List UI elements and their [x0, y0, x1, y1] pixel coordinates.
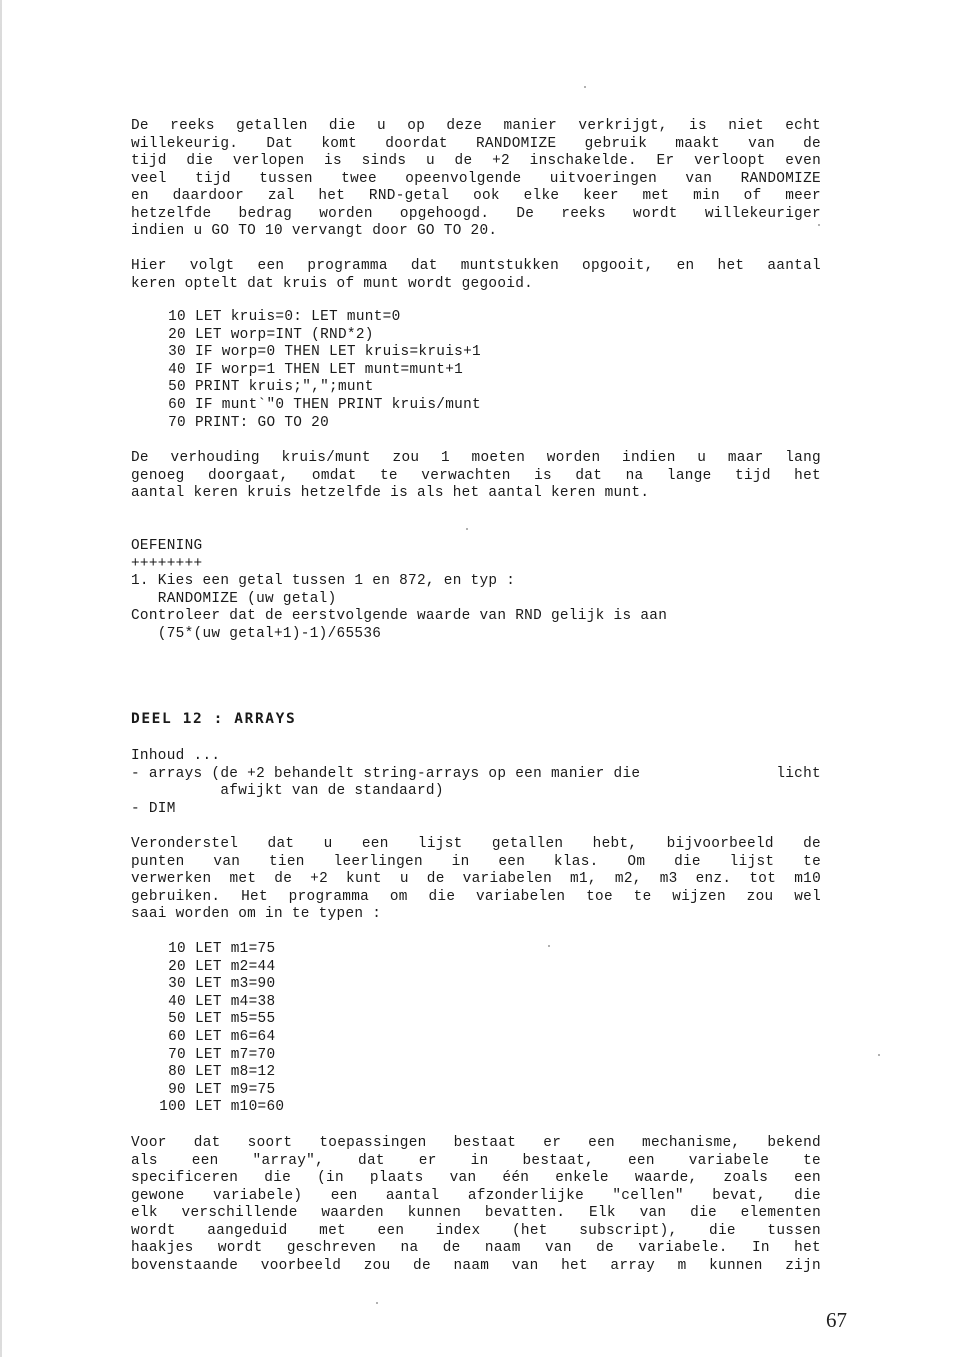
exercise-block	[131, 538, 821, 643]
code-statement: LET m9=75	[195, 1081, 276, 1098]
text-line: willekeurig. Dat komt doordat RANDOMIZE gebruik maakt van de	[131, 135, 821, 152]
code-statement: IF worp=0 THEN LET kruis=kruis+1	[195, 344, 481, 361]
code-line	[150, 309, 481, 327]
exercise-underline: ++++++++	[131, 555, 203, 572]
text-line: keren optelt dat kruis of munt wordt gegooid.	[131, 275, 534, 292]
page-number: 67	[826, 1308, 847, 1332]
text-line: Hier volgt een programma dat muntstukken opgooit, en het aantal	[131, 258, 821, 274]
code-line	[150, 941, 284, 959]
scan-speck	[466, 528, 468, 530]
code-statement: PRINT: GO TO 20	[195, 414, 330, 431]
contents-item	[131, 766, 821, 784]
code-statement: LET m2=44	[195, 958, 276, 975]
contents-list	[131, 748, 821, 818]
scan-speck	[818, 224, 820, 226]
line-number: 100	[159, 1099, 186, 1116]
code-line	[150, 1099, 284, 1117]
line-number: 70	[168, 414, 186, 431]
paragraph-array	[131, 1135, 821, 1275]
code-statement: PRINT kruis;",";munt	[195, 379, 374, 396]
contents-item-text: - arrays (de +2 behandelt string-arrays op een manier die	[131, 765, 641, 782]
text-line: haakjes wordt geschreven na de naam van de variabele. In het	[131, 1240, 821, 1256]
code-statement: LET m3=90	[195, 976, 276, 993]
line-number: 50	[168, 1011, 186, 1028]
text-line: bovenstaande voorbeeld zou de naam van het array m kunnen zijn	[131, 1257, 821, 1274]
text-line: punten van tien leerlingen in een klas. Om die lijst te	[131, 853, 821, 870]
text-line: gebruiken. Het programma om die variabelen toe te wijzen zou wel	[131, 888, 821, 905]
line-number: 10	[168, 941, 186, 957]
line-number: 10	[168, 309, 186, 325]
code-line	[150, 415, 481, 433]
scan-speck	[548, 945, 550, 947]
section-heading: DEEL 12 : ARRAYS	[131, 711, 297, 727]
code-listing-marks	[150, 941, 284, 1117]
code-line	[150, 976, 284, 994]
line-number: 60	[168, 396, 186, 413]
paragraph-program-intro	[131, 258, 821, 293]
line-number: 80	[168, 1064, 186, 1081]
text-line: De verhouding kruis/munt zou 1 moeten worden indien u maar lang	[131, 450, 821, 466]
contents-item-continuation: afwijkt van de standaard)	[131, 783, 444, 799]
line-number: 20	[168, 326, 186, 343]
text-line: elk verschillende waarden kunnen bevatten. Elk van die elementen	[131, 1205, 821, 1221]
exercise-title: OEFENING	[131, 538, 203, 554]
text-line: De reeks getallen die u op deze manier verkrijgt, is niet echt	[131, 118, 821, 134]
line-number: 40	[168, 993, 186, 1010]
contents-item-text-end: licht	[776, 765, 821, 782]
text-line: verwerken met de +2 kunt u de variabelen m1, m2, m3 enz. tot m10	[131, 871, 821, 887]
paragraph-randomize	[131, 118, 821, 241]
text-line: veel tijd tussen twee opeenvolgende uitvoeringen van RANDOMIZE	[131, 170, 821, 187]
code-statement: LET m8=12	[195, 1064, 276, 1081]
exercise-line: RANDOMIZE (uw getal)	[131, 590, 337, 607]
code-line	[150, 959, 284, 977]
code-line	[150, 1029, 284, 1047]
text-line: wordt aangeduid met een index (het subscript), die tussen	[131, 1222, 821, 1239]
text-line: specificeren die (in plaats van één enkele waarde, zoals een	[131, 1170, 821, 1186]
text-line: hetzelfde bedrag worden opgehoogd. De reeks wordt willekeuriger	[131, 205, 821, 222]
line-number: 40	[168, 361, 186, 378]
code-line	[150, 379, 481, 397]
text-line: gewone variabele) een aantal afzonderlijke "cellen" bevat, die	[131, 1187, 821, 1204]
text-line: saai worden om in te typen :	[131, 906, 382, 922]
line-number: 20	[168, 958, 186, 975]
text-line: tijd die verlopen is sinds u de +2 inschakelde. Er verloopt even	[131, 153, 821, 169]
text-line: als een "array", dat er in bestaat, een variabele te	[131, 1152, 821, 1169]
code-line	[150, 344, 481, 362]
code-line	[150, 397, 481, 415]
exercise-line: (75*(uw getal+1)-1)/65536	[131, 625, 382, 642]
text-line: Voor dat soort toepassingen bestaat er een mechanisme, bekend	[131, 1135, 821, 1151]
code-statement: LET m4=38	[195, 993, 276, 1010]
scan-speck	[878, 1054, 880, 1056]
code-statement: LET m1=75	[195, 941, 276, 957]
text-line: indien u GO TO 10 vervangt door GO TO 20.	[131, 223, 498, 239]
text-line: aantal keren kruis hetzelfde is als het aantal keren munt.	[131, 485, 650, 501]
line-number: 30	[168, 976, 186, 993]
code-line	[150, 1011, 284, 1029]
page-edge-shadow	[0, 0, 2, 1357]
text-line: Veronderstel dat u een lijst getallen hebt, bijvoorbeeld de	[131, 836, 821, 852]
line-number: 30	[168, 344, 186, 361]
paragraph-ratio	[131, 450, 821, 503]
scan-speck	[376, 1302, 378, 1304]
contents-title: Inhoud ...	[131, 748, 221, 764]
code-line	[150, 327, 481, 345]
code-statement: LET kruis=0: LET munt=0	[195, 309, 401, 325]
exercise-line: 1. Kies een getal tussen 1 en 872, en typ :	[131, 573, 516, 589]
text-line: genoeg doorgaat, omdat te verwachten is dat na lange tijd het	[131, 467, 821, 484]
paragraph-suppose	[131, 836, 821, 924]
exercise-line: Controleer dat de eerstvolgende waarde van RND gelijk is aan	[131, 608, 668, 624]
code-statement: LET m7=70	[195, 1046, 276, 1063]
code-line	[150, 362, 481, 380]
line-number: 70	[168, 1046, 186, 1063]
code-line	[150, 994, 284, 1012]
line-number: 90	[168, 1081, 186, 1098]
code-statement: LET m10=60	[195, 1099, 285, 1116]
code-statement: LET m6=64	[195, 1028, 276, 1045]
code-line	[150, 1047, 284, 1065]
code-statement: LET worp=INT (RND*2)	[195, 326, 374, 343]
code-statement: IF worp=1 THEN LET munt=munt+1	[195, 361, 464, 378]
code-line	[150, 1064, 284, 1082]
code-line	[150, 1082, 284, 1100]
code-statement: LET m5=55	[195, 1011, 276, 1028]
text-line: en daardoor zal het RND-getal ook elke keer met min of meer	[131, 188, 821, 204]
line-number: 50	[168, 379, 186, 396]
line-number: 60	[168, 1028, 186, 1045]
scan-speck	[584, 86, 586, 88]
contents-item: - DIM	[131, 800, 176, 817]
code-listing-coin-toss	[150, 309, 481, 432]
code-statement: IF munt`"0 THEN PRINT kruis/munt	[195, 396, 481, 413]
